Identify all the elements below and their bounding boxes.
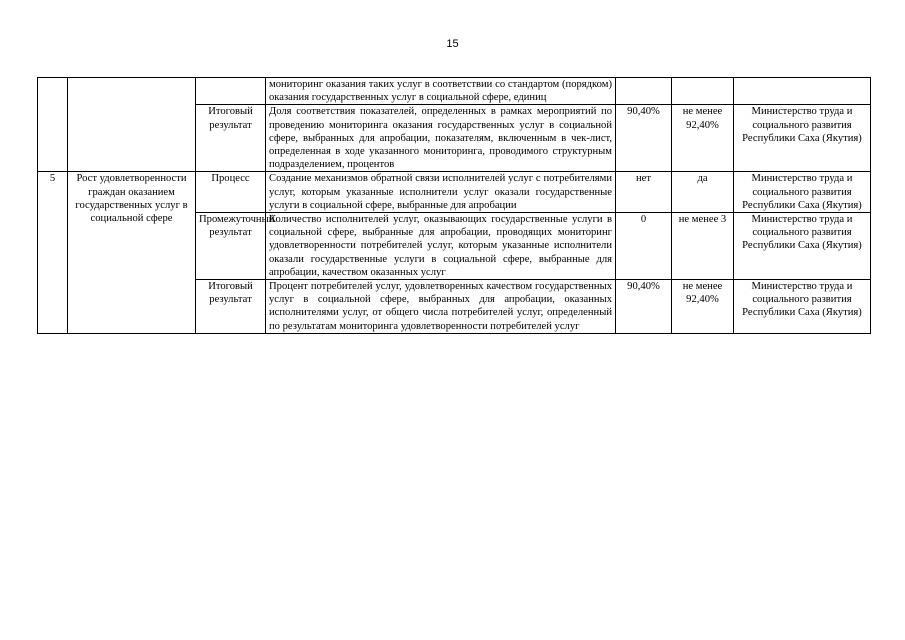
target-value-cell: не менее 92,40%: [672, 105, 734, 172]
base-value-cell: нет: [616, 172, 672, 213]
indicator-text-cell: Количество исполнителей услуг, оказывающих государственные услуги в социальной сфере, выбранные для апробации, проводящих мониторинг удовлетворенности потребителей услуг, которым указанные исполнители оказали государственные услуги в социальной сфере, выбранные для апробации, качеством оказанных услуг: [266, 213, 616, 280]
indicator-type-cell: Промежуточный результат: [196, 213, 266, 280]
indicator-type-cell: Итоговый результат: [196, 105, 266, 172]
responsible-cell: Министерство труда и социального развития Республики Саха (Якутия): [734, 213, 871, 280]
base-value-cell: 0: [616, 213, 672, 280]
page-number: 15: [446, 38, 459, 50]
responsible-cell: Министерство труда и социального развития Республики Саха (Якутия): [734, 172, 871, 213]
indicator-text-cell: Создание механизмов обратной связи исполнителей услуг с потребителями услуг, которым указанные исполнители услуг оказали государственные услуги в социальной сфере, выбранные для апробации: [266, 172, 616, 213]
table-row: [38, 172, 871, 213]
responsible-cell: Министерство труда и социального развития Республики Саха (Якутия): [734, 280, 871, 334]
goal-cell: [68, 78, 196, 172]
indicator-type-cell: Итоговый результат: [196, 280, 266, 334]
target-value-cell: да: [672, 172, 734, 213]
indicator-text-cell: мониторинг оказания таких услуг в соответствии со стандартом (порядком) оказания государственных услуг в социальной сфере, единиц: [266, 78, 616, 105]
target-value-cell: не менее 3: [672, 213, 734, 280]
indicator-text-cell: Процент потребителей услуг, удовлетворенных качеством государственных услуг в социальной сфере, выбранных для апробации, оказанных исполнителями услуг, от общего числа потребителей услуг, определенный по результатам мониторинга удовлетворенности потребителей услуг: [266, 280, 616, 334]
base-value-cell: 90,40%: [616, 105, 672, 172]
indicators-table: [37, 77, 871, 334]
indicator-type-cell: Процесс: [196, 172, 266, 213]
row-number-cell: [38, 78, 68, 172]
indicator-text-cell: Доля соответствия показателей, определенных в рамках мероприятий по проведению мониторинга оказания государственных услуг в социальной сфере, выбранных для апробации, показателям, включенным в чек-лист, определенная в ходе указанного мониторинга, проводимого структурным подразделением, процентов: [266, 105, 616, 172]
target-value-cell: [672, 78, 734, 105]
row-number-cell: 5: [38, 172, 68, 333]
goal-cell: Рост удовлетворенности граждан оказанием государственных услуг в социальной сфере: [68, 172, 196, 333]
responsible-cell: [734, 78, 871, 105]
base-value-cell: 90,40%: [616, 280, 672, 334]
base-value-cell: [616, 78, 672, 105]
indicator-type-cell: [196, 78, 266, 105]
responsible-cell: Министерство труда и социального развития Республики Саха (Якутия): [734, 105, 871, 172]
table-row: [38, 78, 871, 105]
target-value-cell: не менее 92,40%: [672, 280, 734, 334]
